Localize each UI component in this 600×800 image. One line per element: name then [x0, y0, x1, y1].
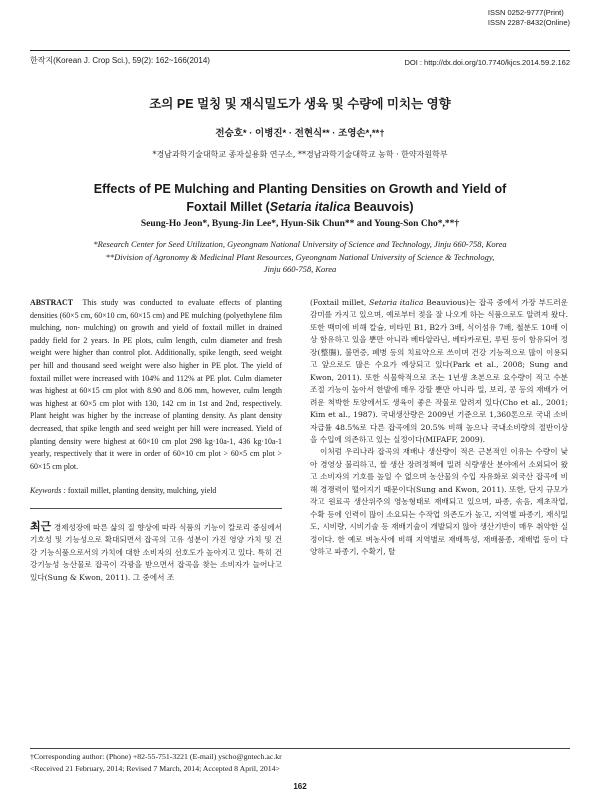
keywords-text: foxtail millet, planting density, mulching, yield — [67, 486, 217, 496]
left-column — [30, 297, 282, 584]
english-title-line2: Foxtail Millet (Setaria italica Beauvois) — [186, 200, 414, 214]
intro-left — [30, 521, 282, 584]
intro-right-para1: (Foxtail millet, Setaria italica Beauvious)는 잡곡 중에서 가장 부드러운 감미를 가지고 있으며, 예로부터 젖을 잘 나오게 하는 식품으로도 알려져 왔다. 또한 백미에 비해 칼슘, 비타민 B1, B2가 3배, 식이섬유 7배, 철분도 10배 이상 함유하고 있을 뿐만 아니라 베타알라닌, 베타카로틴, 루틴 등이 함유되어 정장(整腸), 불면증, 폐병 등의 치료약으로 쓰이며 건강 기능적으로 많이 이용되고 앞으로도 많은 수요가 예상되고 있다(Park et al., 2008; Sung and Kwon, 2011). 또한 식물학적으로 조는 1년생 초본으로 요수량이 적고 수분조절 기능이 높아서 한발에 매우 강할 뿐만 아니라 밀, 보리, 콩 등의 재배가 어려운 척박한 토양에서도 생육이 좋은 작물로 알려져 있다(Cho et al., 2001; Kim et al., 1987). 국내생산량은 2009년 기준으로 1,360톤으로 국내 소비 자급률 48.5%로 다른 잡곡에의 20.5% 비해 높으나 국내소비량의 절반이상을 수입에 의존하고 있는 실정이다(MIFAFF, 2009). — [310, 298, 569, 444]
abstract — [30, 297, 282, 473]
intro-right-para2: 이처럼 우리나라 잡곡의 재배나 생산량이 적은 근본적인 이유는 수량이 낮아 경영상 불리하고, 쌀 생산 장려정책에 밀려 식량생산 분야에서 소외되어 왔고 소비자의 기호를 높일 수 없으며 농산물의 수입 자유화로 외국산 잡곡에 비해 경쟁력이 떨어지기 때문이다(Sung and Kwon, 2011). 또한, 단지 규모가 작고 원료곡 생산위주의 영농형태로 재배되고 있으며, 파종, 솎음, 제초작업, 수확 등에 인력이 많이 소요되는 수작업 의존도가 높고, 지역별 파종기, 재식밀도, 시비량, 시비기술 등 재배기술이 개발되지 않아 생산기반이 매우 취약한 실정이다. 한 예로 벼농사에 비해 지역별로 재배특성, 재배품종, 재배법 등이 다양하고 파종기, 수확기, 탈 — [310, 447, 568, 557]
abstract-text: This study was conducted to evaluate effects of planting densities (60×5 cm, 60×10 cm, 60×15 cm) and PE mulching (polyethylene film mulching, non- mulching) on growth and yield of foxtail millet in drained paddy field for 2 years. In PE plots, culm length, culm diameter and fresh weight were higher than control plot. Additionally, spike length, seed weight per hill and thousand seed weight were also higher in PE plot. The yield of foxtail millet were increased with 104% and 112% at PE plot. Culm diameter was highest at 60×15 cm plot with 8.90 and 8.06 mm, however, culm length was highest at 60×5 cm plot with 130, 142 cm in 1st and 2nd, respectively. Plant height was higher by the increase of planting density. As plant density decreased, that spike length and seed weight per hill were increased. Yield of planting density were highest at 60×10 cm plot 298 kg·10a-1, 436 kg·10a-1 yearly, respectively that it were in order of 60×10 cm plot > 60×5 cm plot > 60×15 cm plot. — [30, 298, 283, 471]
intro-left-text: 경제성장에 따른 삶의 질 향상에 따라 식품의 기능이 칼로리 중심에서 기호성 및 기능성으로 확대되면서 잡곡의 고유 성분이 가진 영양 가치 및 건강 기능식품으로서의 가치에 대한 소비자의 선호도가 높아지고 있다. 특히 건강기능성 농산물로 잡곡이 각광을 받으면서 잡곡을 찾는 소비자가 늘어나고 있다(Sung & Kwon, 2011). 그 중에서 조 — [30, 522, 282, 582]
issn-block — [488, 8, 570, 28]
issn-print: ISSN 0252-9777(Print) — [487, 8, 564, 17]
header-rule — [30, 50, 570, 51]
korean-title: 조의 PE 멀칭 및 재식밀도가 생육 및 수량에 미치는 영향 — [149, 97, 451, 111]
received-dates: <Received 21 February, 2014; Revised 7 March, 2014; Accepted 8 April, 2014> — [30, 764, 280, 773]
footnote-rule — [30, 748, 570, 749]
korean-affiliation: *경남과학기술대학교 종자실용화 연구소, **경남과학기술대학교 농학 · 한약자원학부 — [152, 150, 448, 159]
corresponding-author: †Corresponding author: (Phone) +82-55-751-3221 (E-mail) yscho@gntech.ac.kr — [30, 752, 282, 761]
english-authors: Seung-Ho Jeon*, Byung-Jin Lee*, Hyun-Sik Chun** and Young-Son Cho*,**† — [140, 219, 460, 229]
issn-online: ISSN 2287-8432(Online) — [487, 18, 570, 27]
doi-link[interactable]: DOI : http://dx.doi.org/10.7740/kjcs.2014.59.2.162 — [404, 58, 570, 67]
species-name: Setaria italica — [269, 200, 351, 214]
right-column — [310, 297, 568, 559]
english-title — [0, 180, 600, 216]
keywords-label: Keywords : — [30, 486, 66, 496]
affiliation-3: Jinju 660-758, Korea — [263, 264, 337, 274]
affiliation-2: **Division of Agronomy & Medicinal Plant Resources, Gyeongnam National University of Science & Technology, — [105, 251, 495, 262]
intro-lead-word: 최근 — [30, 520, 52, 533]
species-name-body: Setaria italica — [369, 298, 424, 307]
journal-citation: 한작지(Korean J. Crop Sci.), 59(2): 162~166(2014) — [30, 56, 210, 65]
page-number: 162 — [293, 782, 307, 791]
keywords — [30, 485, 282, 498]
korean-authors: 전승호* · 이병진* · 전현식** · 조영손*,**† — [215, 128, 385, 139]
english-title-line1: Effects of PE Mulching and Planting Densities on Growth and Yield of — [93, 182, 507, 196]
keywords-divider — [30, 508, 282, 509]
abstract-label: ABSTRACT — [30, 298, 73, 307]
affiliation-1: *Research Center for Seed Utilization, Gyeongnam National University of Science and Technology, Jinju 660-758, Korea — [93, 239, 507, 249]
english-affiliation — [32, 238, 568, 276]
